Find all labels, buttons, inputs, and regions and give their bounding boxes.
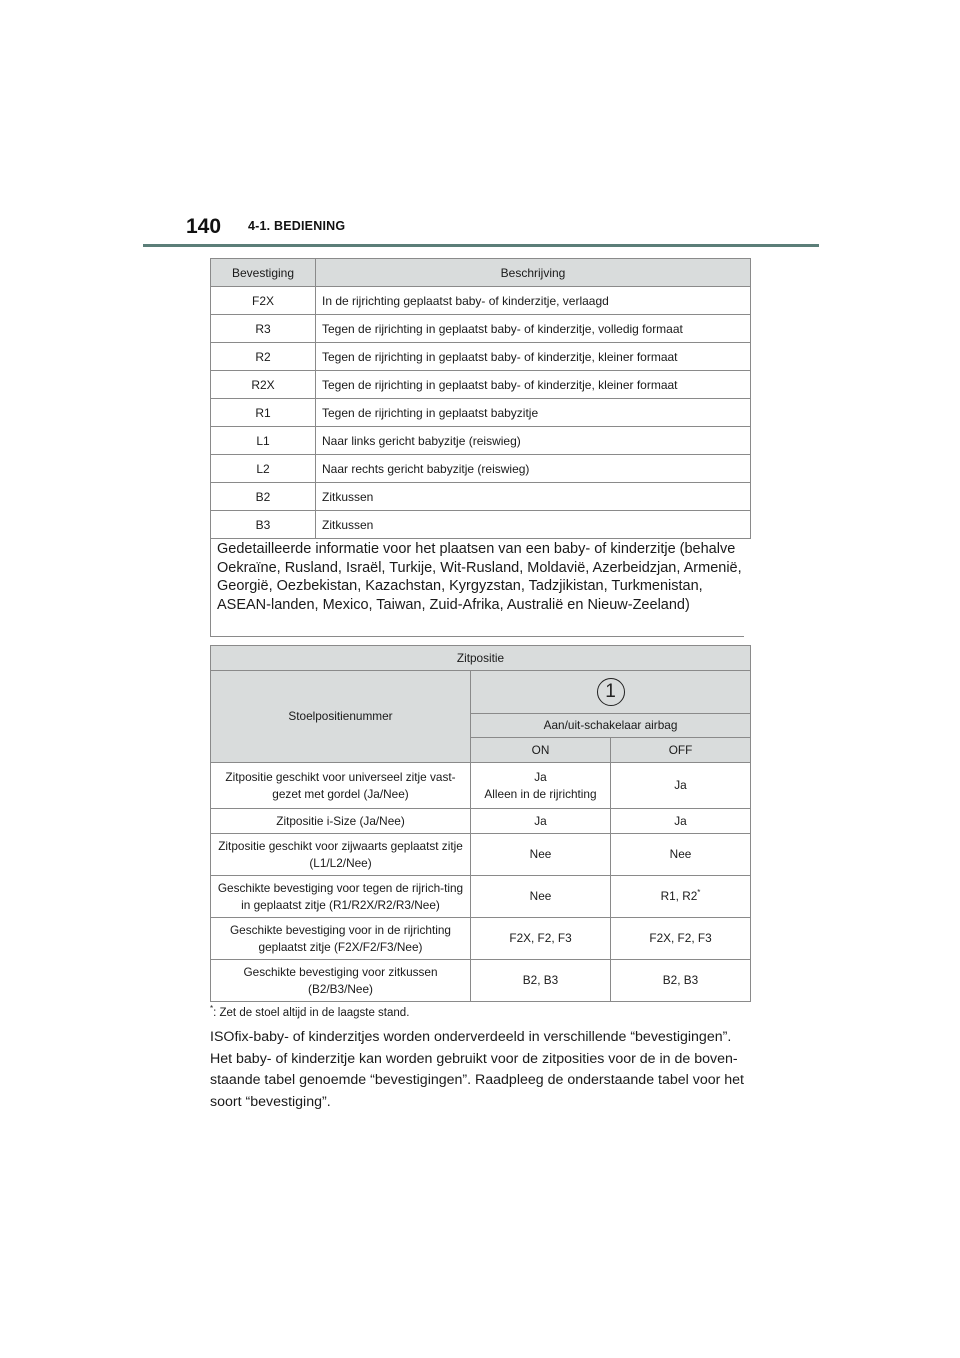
- row-label: Geschikte bevestiging voor in de rijrichting geplaatst zitje (F2X/F2/F3/Nee): [211, 918, 471, 960]
- fixture-description: Naar rechts gericht babyzitje (reiswieg): [316, 455, 751, 483]
- table-header-row: [211, 671, 751, 714]
- on-value: Nee: [471, 834, 611, 876]
- table-row: [211, 876, 751, 918]
- on-value: [471, 763, 611, 809]
- off-value: [611, 876, 751, 918]
- on-value: F2X, F2, F3: [471, 918, 611, 960]
- off-value-text: R1, R2: [660, 889, 698, 903]
- fixture-description: Tegen de rijrichting in geplaatst baby- of kinderzitje, kleiner formaat: [316, 371, 751, 399]
- fixture-code: F2X: [211, 287, 316, 315]
- fixture-description: Zitkussen: [316, 483, 751, 511]
- footnote-mark: *: [697, 888, 701, 898]
- column-header-bevestiging: Bevestiging: [211, 259, 316, 287]
- fixture-code: B3: [211, 511, 316, 539]
- table-row: [211, 371, 751, 399]
- off-value: F2X, F2, F3: [611, 918, 751, 960]
- fixture-code: L2: [211, 455, 316, 483]
- fixture-code: B2: [211, 483, 316, 511]
- on-value-line: Ja: [534, 769, 547, 784]
- off-value: Nee: [611, 834, 751, 876]
- table-row: [211, 455, 751, 483]
- fixture-description: Zitkussen: [316, 511, 751, 539]
- table-row: [211, 511, 751, 539]
- on-value: B2, B3: [471, 960, 611, 1002]
- table-row: [211, 287, 751, 315]
- fixture-code: L1: [211, 427, 316, 455]
- on-header: ON: [471, 738, 611, 763]
- table-row: [211, 918, 751, 960]
- body-paragraph: ISOfix-baby- of kinderzitjes worden onderverdeeld in verschillende “bevestigingen”. Het baby- of kinderzitje kan worden gebruikt voor de zitposities voor de in de boven-staande tabel genoemde “bevestigingen”. Raadpleeg de onderstaande tabel voor het soort “bevestiging”.: [210, 1029, 744, 1110]
- row-label: Geschikte bevestiging voor tegen de rijrich-ting in geplaatst zitje (R1/R2X/R2/R3/Nee): [211, 876, 471, 918]
- off-value: B2, B3: [611, 960, 751, 1002]
- table-row: [211, 399, 751, 427]
- row-label: Zitpositie geschikt voor universeel zitje vast-gezet met gordel (Ja/Nee): [211, 763, 471, 809]
- fixture-description: Tegen de rijrichting in geplaatst babyzitje: [316, 399, 751, 427]
- header-rule: [143, 244, 819, 247]
- off-value: Ja: [611, 809, 751, 834]
- footnote: [210, 1004, 410, 1019]
- off-value: Ja: [611, 763, 751, 809]
- fixtures-table: [210, 258, 751, 539]
- section-title: 4-1. BEDIENING: [248, 219, 346, 233]
- footnote-text: : Zet de stoel altijd in de laagste stand.: [213, 1007, 410, 1019]
- table-row: [211, 427, 751, 455]
- table-row: [211, 315, 751, 343]
- table-row: [211, 809, 751, 834]
- fixture-code: R3: [211, 315, 316, 343]
- seat-number-cell: [471, 671, 751, 714]
- fixture-description: Naar links gericht babyzitje (reiswieg): [316, 427, 751, 455]
- row-label: Geschikte bevestiging voor zitkussen (B2/B3/Nee): [211, 960, 471, 1002]
- row-label: Zitpositie i-Size (Ja/Nee): [211, 809, 471, 834]
- row-label: Zitpositie geschikt voor zijwaarts geplaatst zitje (L1/L2/Nee): [211, 834, 471, 876]
- airbag-switch-header: Aan/uit-schakelaar airbag: [471, 714, 751, 738]
- table-header-row: [211, 646, 751, 671]
- info-box: Gedetailleerde informatie voor het plaatsen van een baby- of kinderzitje (behalve Oekraïne, Rusland, Israël, Turkije, Wit-Rusland, Moldavië, Azerbeidzjan, Armenië, Georgië, Oezbekistan, Kazachstan, Kyrgyzstan, Tadzjikistan, Turkmenistan, ASEAN-landen, Mexico, Taiwan, Zuid-Afrika, Australië en Nieuw-Zeeland): [210, 536, 744, 637]
- fixture-description: In de rijrichting geplaatst baby- of kinderzitje, verlaagd: [316, 287, 751, 315]
- table-row: [211, 763, 751, 809]
- zitpositie-header: Zitpositie: [211, 646, 751, 671]
- table-row: [211, 343, 751, 371]
- footnote-mark: *: [210, 1004, 214, 1014]
- table-header-row: [211, 259, 751, 287]
- table-row: [211, 960, 751, 1002]
- table-row: [211, 834, 751, 876]
- fixture-code: R2X: [211, 371, 316, 399]
- page-number: 140: [186, 215, 222, 238]
- fixture-description: Tegen de rijrichting in geplaatst baby- of kinderzitje, kleiner formaat: [316, 343, 751, 371]
- on-value: Nee: [471, 876, 611, 918]
- seat-position-table: [210, 645, 751, 1002]
- on-value: Ja: [471, 809, 611, 834]
- fixture-code: R2: [211, 343, 316, 371]
- fixture-description: Tegen de rijrichting in geplaatst baby- of kinderzitje, volledig formaat: [316, 315, 751, 343]
- table-row: [211, 483, 751, 511]
- seat-number-badge: 1: [597, 678, 625, 706]
- on-value-note: Alleen in de rijrichting: [484, 786, 597, 801]
- fixture-code: R1: [211, 399, 316, 427]
- off-header: OFF: [611, 738, 751, 763]
- stoelpositienummer-header: Stoelpositienummer: [211, 671, 471, 763]
- column-header-beschrijving: Beschrijving: [316, 259, 751, 287]
